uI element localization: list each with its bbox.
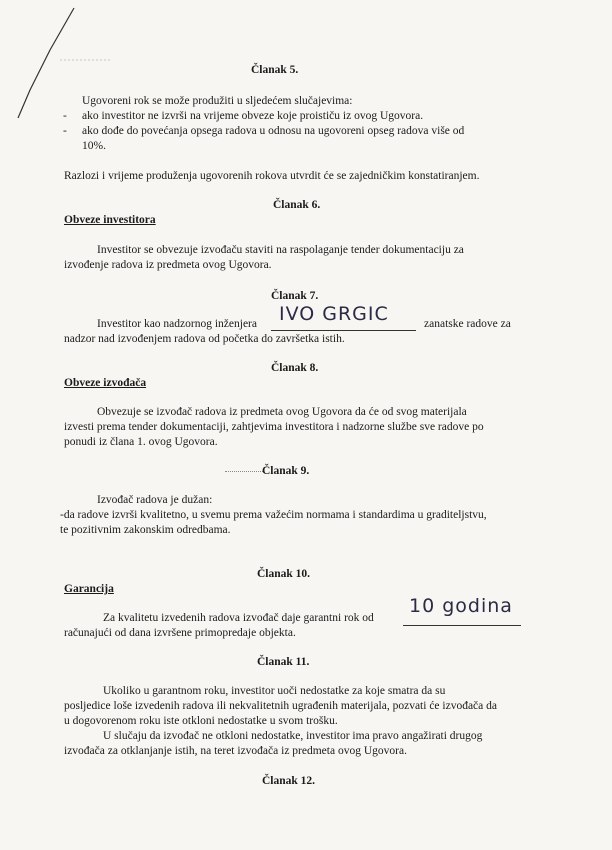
clanak-5-title: Članak 5. <box>251 64 299 76</box>
clanak-5-bullet-2-cont: 10%. <box>82 140 106 152</box>
handwritten-inspector-name: IVO GRGIC <box>279 303 389 325</box>
clanak-9-line-3: te pozitivnim zakonskim odredbama. <box>60 524 231 536</box>
handwritten-guarantee-period: 10 godina <box>409 595 513 617</box>
clanak-7-line-1-pre: Investitor kao nadzornog inženjera <box>97 318 257 330</box>
clanak-11-line-4: U slučaju da izvođač ne otkloni nedostatke, investitor ima pravo angažirati drugog <box>103 730 483 742</box>
clanak-9-line-1: Izvođač radova je dužan: <box>97 494 213 506</box>
bullet-dash: - <box>63 125 67 137</box>
clanak-10-title: Članak 10. <box>257 568 311 580</box>
clanak-8-line-1: Obvezuje se izvođač radova iz predmeta ovog Ugovora da će od svog materijala <box>97 406 467 418</box>
clanak-11-title: Članak 11. <box>257 656 310 668</box>
clanak-11-line-3: u dogovorenom roku iste otkloni nedostatke u svom trošku. <box>64 715 338 727</box>
clanak-11-line-2: posljedice loše izvedenih radova ili nekvalitetnih ugrađenih materijala, pozvati će izvođača da <box>64 700 497 712</box>
clanak-6-title: Članak 6. <box>273 199 321 211</box>
clanak-5-bullet-1: ako investitor ne izvrši na vrijeme obveze koje proističu iz ovog Ugovora. <box>82 110 424 122</box>
clanak-9-title: Članak 9. <box>262 465 310 477</box>
clanak-6-subhead: Obveze investitora <box>64 214 156 226</box>
bullet-dash: - <box>63 110 67 122</box>
clanak-8-title: Članak 8. <box>271 362 319 374</box>
signature-field-inspector <box>271 301 416 331</box>
clanak-8-line-2: izvesti prema tender dokumentaciji, zahtjevima investitora i nadzorne službe sve radove po <box>64 421 484 433</box>
clanak-10-line-2: računajući od dana izvršene primopredaje objekta. <box>64 627 296 639</box>
clanak-7-title: Članak 7. <box>271 290 319 302</box>
clanak-6-line-2: izvođenje radova iz predmeta ovog Ugovora. <box>64 259 272 271</box>
clanak-5-bullet-2: ako dođe do povećanja opsega radova u odnosu na ugovoreni opseg radova više od <box>82 125 465 137</box>
clanak-5-intro: Ugovoreni rok se može produžiti u sljedećem slučajevima: <box>82 95 353 107</box>
clanak-9-line-2: -da radove izvrši kvalitetno, u svemu prema važećim normama i standardima u graditeljstvu, <box>60 509 487 521</box>
clanak-10-subhead: Garancija <box>64 583 114 595</box>
clanak-6-line-1: Investitor se obvezuje izvođaču staviti na raspolaganje tender dokumentaciju za <box>97 244 464 256</box>
dotted-rule <box>225 471 263 472</box>
clanak-7-line-2: nadzor nad izvođenjem radova od početka do završetka istih. <box>64 333 345 345</box>
handwritten-field-guarantee <box>403 596 521 626</box>
clanak-8-line-3: ponudi iz člana 1. ovog Ugovora. <box>64 436 218 448</box>
clanak-10-line-1-pre: Za kvalitetu izvedenih radova izvođač daje garantni rok od <box>103 612 374 624</box>
clanak-12-title: Članak 12. <box>262 775 316 787</box>
clanak-8-subhead: Obveze izvođača <box>64 377 147 389</box>
clanak-5-closing: Razlozi i vrijeme produženja ugovorenih rokova utvrdit će se zajedničkim konstatiranjem. <box>64 170 480 182</box>
clanak-7-line-1-post: zanatske radove za <box>424 318 511 330</box>
clanak-11-line-1: Ukoliko u garantnom roku, investitor uoči nedostatke za koje smatra da su <box>103 685 446 697</box>
clanak-11-line-5: izvođača za otklanjanje istih, na teret izvođača iz predmeta ovog Ugovora. <box>64 745 407 757</box>
